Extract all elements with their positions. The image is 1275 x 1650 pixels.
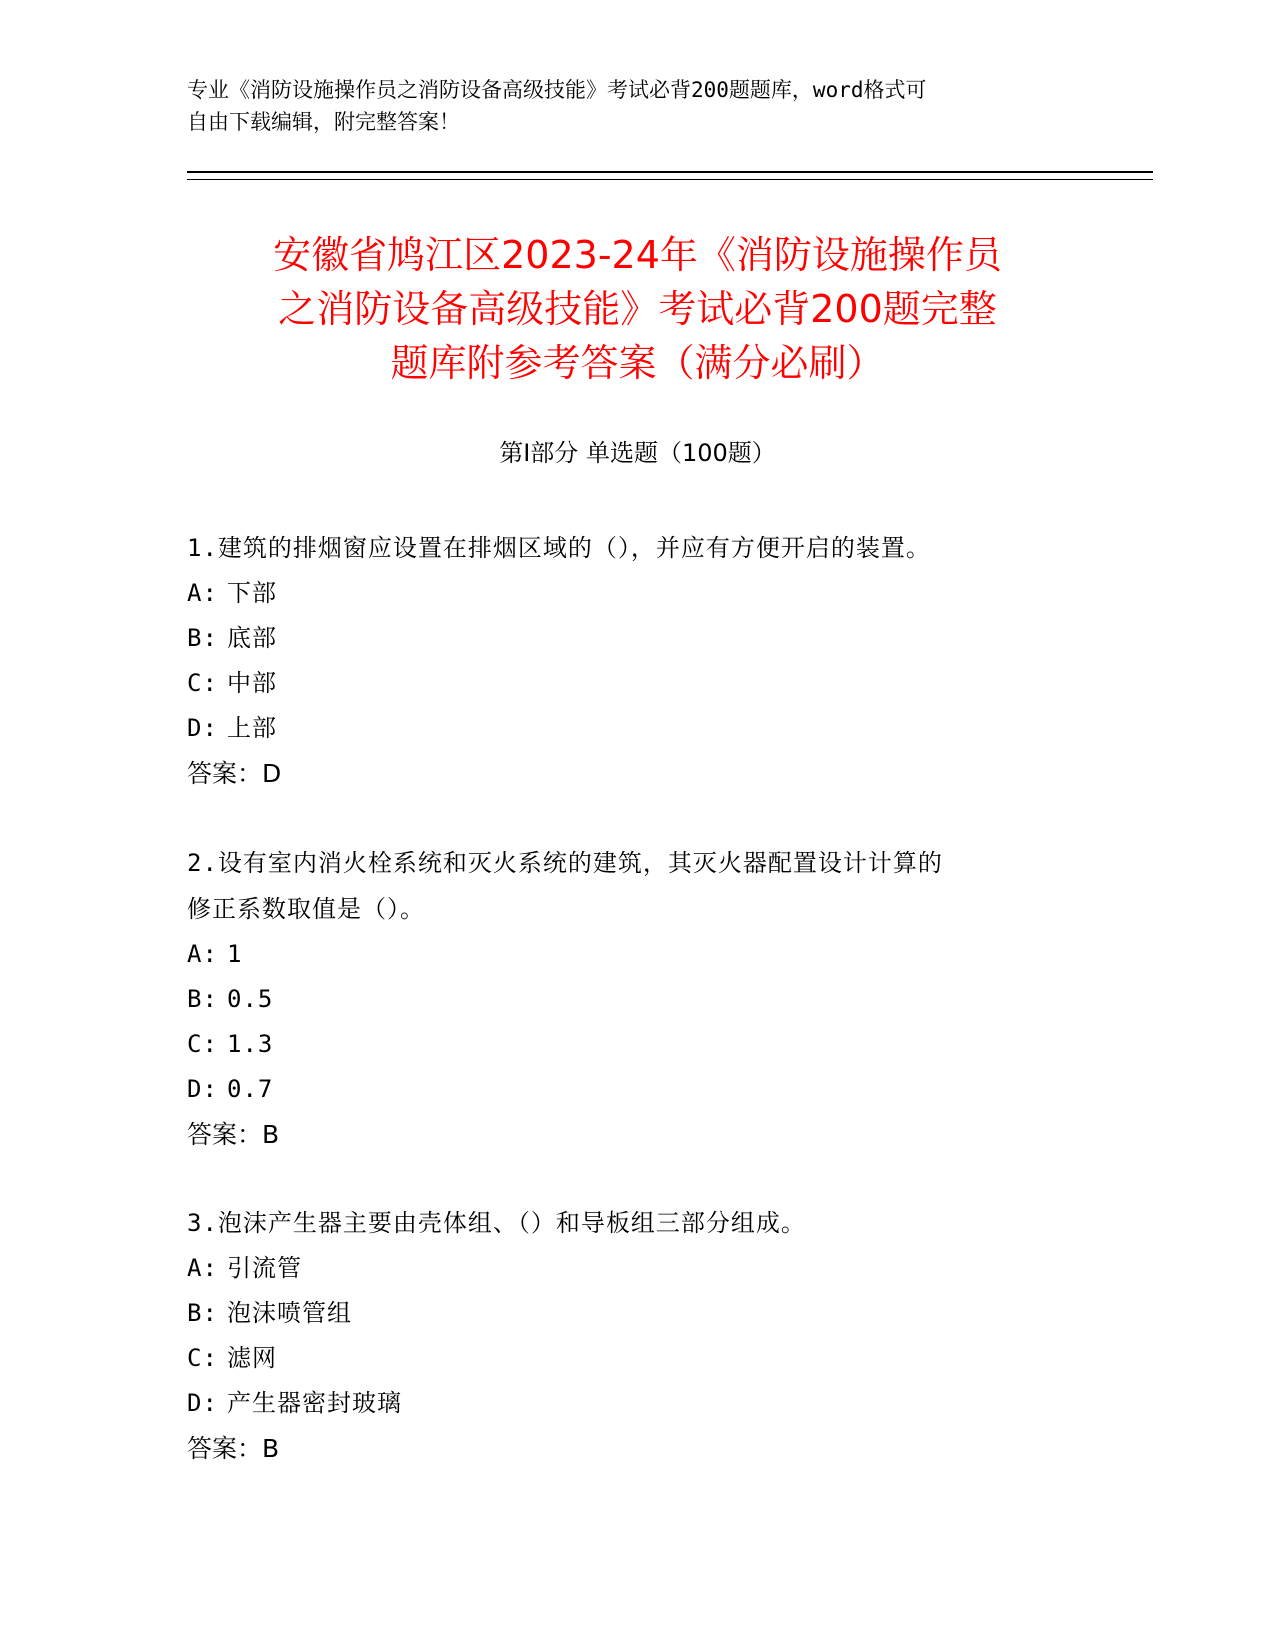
question-stem: 3.泡沫产生器主要由壳体组、（）和导板组三部分组成。 (187, 1209, 806, 1237)
answer: 答案：D (187, 759, 282, 788)
option-d: D: 0.7 (187, 1075, 274, 1103)
option-d: D: 上部 (187, 714, 277, 742)
option-c: C: 滤网 (187, 1344, 277, 1372)
option-a: A: 1 (187, 940, 243, 968)
header-note-line1: 专业《消防设施操作员之消防设备高级技能》考试必背200题题库，word格式可 (187, 78, 927, 102)
section-title: 第Ⅰ部分 单选题（100题） (499, 439, 776, 467)
option-b: B: 底部 (187, 624, 277, 652)
question-2 (187, 840, 1067, 1157)
header-note-line2: 自由下载编辑，附完整答案！ (187, 110, 460, 134)
option-b: B: 泡沫喷管组 (187, 1299, 352, 1327)
option-a: A: 引流管 (187, 1254, 302, 1282)
title-line1: 安徽省鸠江区2023-24年《消防设施操作员 (273, 233, 1002, 277)
answer: 答案：B (187, 1434, 280, 1463)
document-title (190, 228, 1085, 390)
question-stem-line2: 修正系数取值是（）。 (187, 895, 425, 923)
option-a: A: 下部 (187, 579, 277, 607)
question-3 (187, 1200, 1067, 1471)
header-rule-thick (187, 171, 1153, 173)
header-note (187, 74, 1087, 138)
title-line2: 之消防设备高级技能》考试必背200题完整 (278, 287, 997, 331)
option-b: B: 0.5 (187, 985, 274, 1013)
question-stem: 1.建筑的排烟窗应设置在排烟区域的（），并应有方便开启的装置。 (187, 534, 931, 562)
option-c: C: 中部 (187, 669, 277, 697)
question-stem-line1: 2.设有室内消火栓系统和灭火系统的建筑，其灭火器配置设计计算的 (187, 849, 943, 877)
question-1 (187, 525, 1067, 796)
option-c: C: 1.3 (187, 1030, 274, 1058)
header-rule-thin (187, 179, 1153, 180)
option-d: D: 产生器密封玻璃 (187, 1389, 402, 1417)
answer: 答案：B (187, 1120, 280, 1149)
title-line3: 题库附参考答案（满分必刷） (390, 341, 885, 385)
